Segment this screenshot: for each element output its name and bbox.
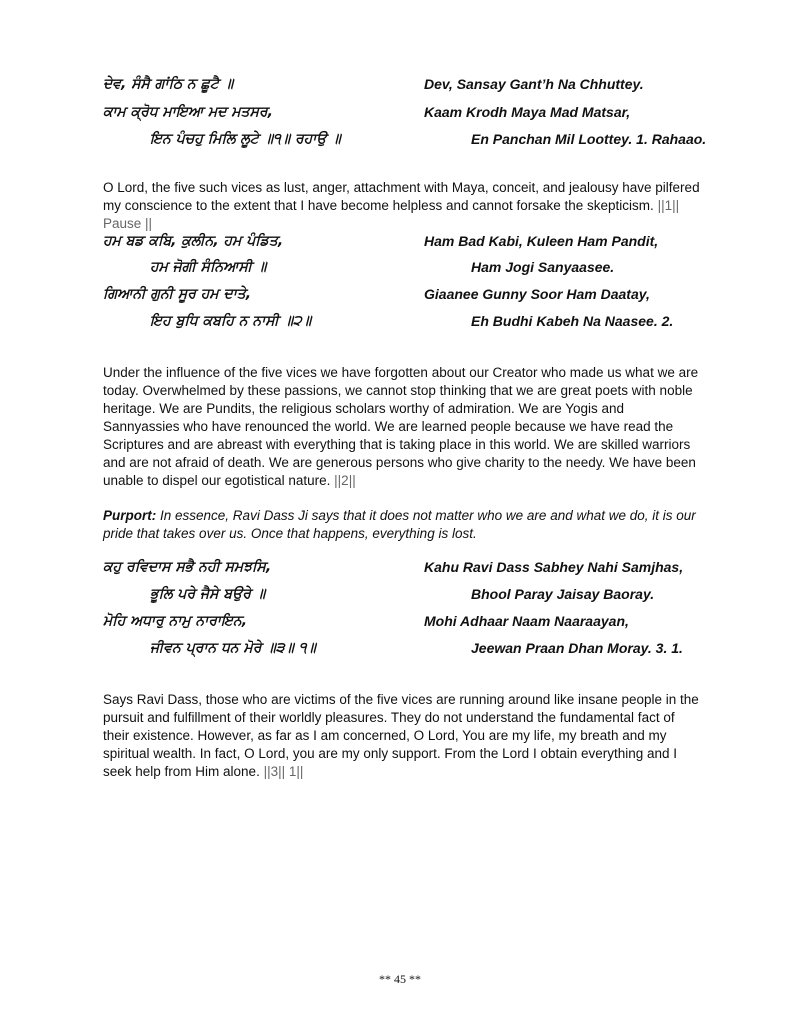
translation-text: Under the influence of the five vices we have forgotten about our Creator who made us what we are today. Overwhelmed by these passions, we cannot stop thinking that we are great poets with noble heritage. We are Pundits, the religious scholars worthy of admiration. We are Yogis and Sannyassies who have renounced the world. We are learned people because we have read the Scriptures and are abreast with everything that is taking place in this world. We are skilled warriors and are not afraid of death. We are generous persons who give charity to the needy. We have been unable to dispel our egotistical nature.	[103, 365, 699, 488]
gurmukhi-line: ਇਨ ਪੰਚਹੁ ਮਿਲਿ ਲੂਟੇ ॥੧॥ ਰਹਾਉ ॥	[150, 131, 341, 147]
purport-text: In essence, Ravi Dass Ji says that it does not matter who we are and what we do, it is our pride that takes over us. Once that happens, everything is lost.	[103, 508, 696, 541]
gurmukhi-line: ਹਮ ਜੋਗੀ ਸੰਨਿਆਸੀ ॥	[150, 259, 267, 275]
transliteration-line: Kaam Krodh Maya Mad Matsar,	[424, 104, 631, 120]
page-number: ** 45 **	[379, 972, 421, 986]
verse-marker: ||3|| 1||	[263, 764, 304, 779]
gurmukhi-line: ਕਹੁ ਰਵਿਦਾਸ ਸਭੈ ਨਹੀ ਸਮਝਸਿ,	[103, 559, 272, 575]
gurmukhi-line: ਕਾਮ ਕ੍ਰੋਧ ਮਾਇਆ ਮਦ ਮਤਸਰ,	[103, 104, 273, 120]
verse-marker: ||1|| Pause ||	[103, 198, 680, 231]
translation-paragraph	[103, 691, 703, 781]
verse-line	[0, 286, 800, 310]
verse-line	[0, 259, 800, 283]
verse-marker: ||2||	[334, 473, 356, 488]
transliteration-line: Jeewan Praan Dhan Moray. 3. 1.	[471, 640, 683, 656]
gurmukhi-line: ਹਮ ਬਡ ਕਬਿ, ਕੁਲੀਨ, ਹਮ ਪੰਡਿਤ,	[103, 233, 284, 249]
verse-line	[0, 640, 800, 664]
translation-text: Says Ravi Dass, those who are victims of the five vices are running around like insane people in the pursuit and fulfillment of their worldly pleasures. They do not understand the fundamental fact of their existence. However, as far as I am concerned, O Lord, You are my life, my breath and my spiritual wealth. In fact, O Lord, you are my only support. From the Lord I obtain everything and I seek help from Him alone.	[103, 692, 699, 779]
verse-line	[0, 76, 800, 100]
translation-paragraph	[103, 179, 703, 233]
translation-text: O Lord, the five such vices as lust, anger, attachment with Maya, conceit, and jealousy have pilfered my conscience to the extent that I have become helpless and cannot forsake the skepticism.	[103, 180, 700, 213]
transliteration-line: En Panchan Mil Loottey. 1. Rahaao.	[471, 131, 707, 147]
verse-line	[0, 559, 800, 583]
purport-label: Purport:	[103, 508, 157, 523]
verse-line	[0, 586, 800, 610]
verse-line	[0, 313, 800, 337]
verse-line	[0, 104, 800, 128]
translation-paragraph	[103, 364, 703, 490]
gurmukhi-line: ਮੋਹਿ ਅਧਾਰੁ ਨਾਮੁ ਨਾਰਾਇਨ,	[103, 613, 248, 629]
verse-line	[0, 233, 800, 257]
gurmukhi-line: ਭੂਲਿ ਪਰੇ ਜੈਸੇ ਬਉਰੇ ॥	[150, 586, 266, 602]
transliteration-line: Ham Bad Kabi, Kuleen Ham Pandit,	[424, 233, 659, 249]
transliteration-line: Bhool Paray Jaisay Baoray.	[471, 586, 655, 602]
transliteration-line: Giaanee Gunny Soor Ham Daatay,	[424, 286, 650, 302]
transliteration-line: Ham Jogi Sanyaasee.	[471, 259, 615, 275]
transliteration-line: Mohi Adhaar Naam Naaraayan,	[424, 613, 629, 629]
purport-paragraph	[103, 507, 703, 543]
transliteration-line: Dev, Sansay Gant’h Na Chhuttey.	[424, 76, 644, 92]
gurmukhi-line: ਇਹ ਬੁਧਿ ਕਬਹਿ ਨ ਨਾਸੀ ॥੨॥	[150, 313, 312, 329]
gurmukhi-line: ਦੇਵ, ਸੰਸੈ ਗਾਂਠਿ ਨ ਛੂਟੈ ॥	[103, 76, 234, 92]
gurmukhi-line: ਜੀਵਨ ਪ੍ਰਾਨ ਧਨ ਮੋਰੇ ॥੩॥ ੧॥	[150, 640, 316, 656]
verse-line	[0, 613, 800, 637]
transliteration-line: Kahu Ravi Dass Sabhey Nahi Samjhas,	[424, 559, 684, 575]
gurmukhi-line: ਗਿਆਨੀ ਗੁਨੀ ਸੂਰ ਹਮ ਦਾਤੇ,	[103, 286, 252, 302]
verse-line	[0, 131, 800, 155]
transliteration-line: Eh Budhi Kabeh Na Naasee. 2.	[471, 313, 674, 329]
